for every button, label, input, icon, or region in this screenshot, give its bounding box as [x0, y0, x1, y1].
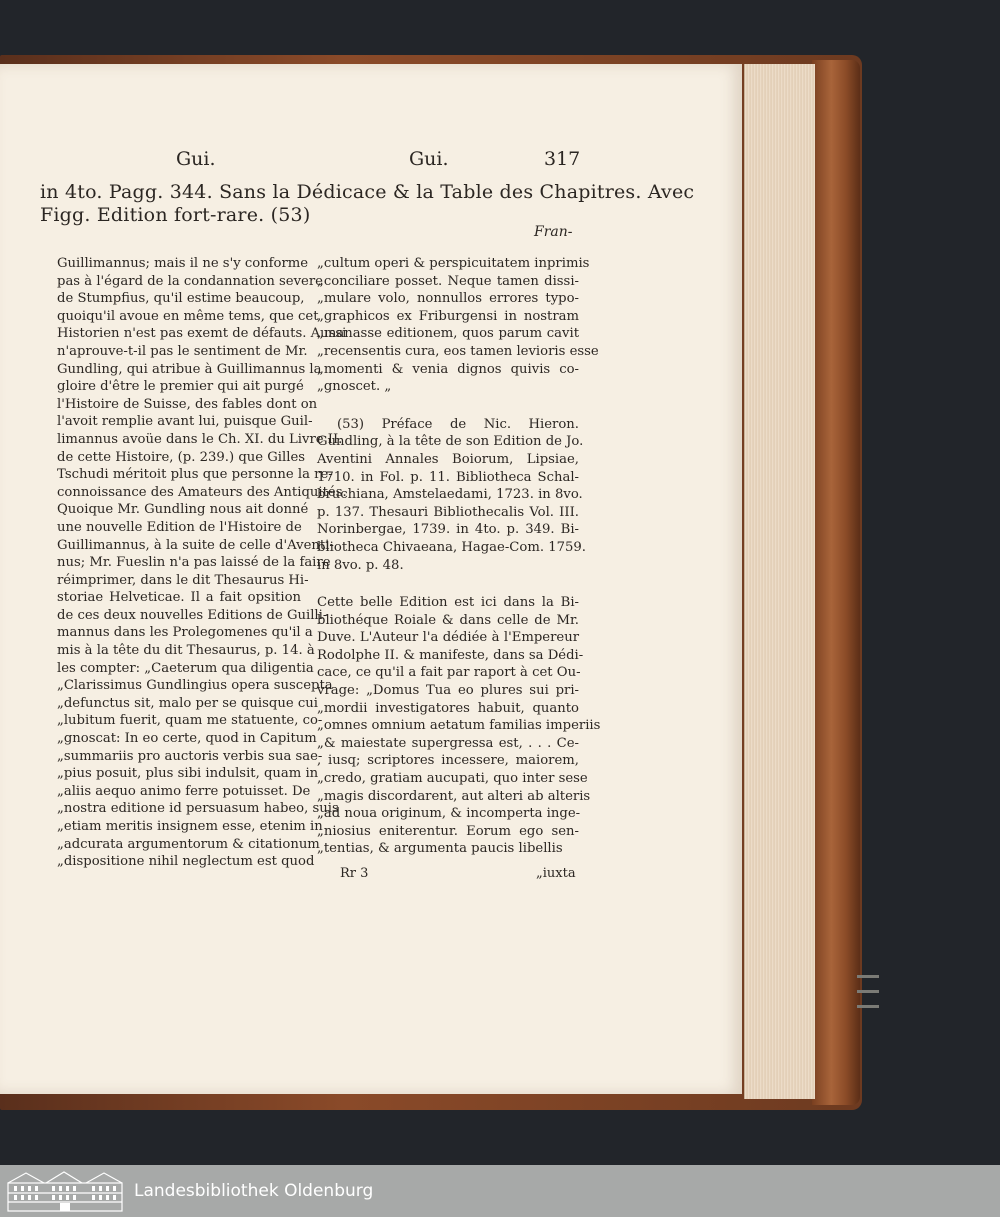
- scale-marks: [857, 975, 879, 1025]
- text-line: , iusq; scriptores incessere, maiorem,: [317, 753, 579, 769]
- text-line: „credo, gratiam aucupati, quo inter sese: [317, 771, 588, 787]
- footnote-line: in 8vo. p. 48.: [317, 557, 404, 573]
- text-line: Guillimannus, à la suite de celle d'Aventi-: [57, 537, 334, 553]
- title-line-1: in 4to. Pagg. 344. Sans la Dédicace & la Table des Chapitres. Avec: [40, 181, 695, 203]
- text-line: „defunctus sit, malo per se quisque cui: [57, 695, 318, 711]
- text-line: „gnoscat: In eo certe, quod in Capitum: [57, 731, 317, 747]
- quote-line: „mulare volo, nonnullos errores typo-: [317, 291, 579, 307]
- footnote-line: (53) Préface de Nic. Hieron.: [337, 416, 579, 432]
- footnote-line: Norinbergae, 1739. in 4to. p. 349. Bi-: [317, 522, 579, 538]
- text-line: Cette belle Edition est ici dans la Bi-: [317, 595, 579, 611]
- text-line: Duve. L'Auteur l'a dédiée à l'Empereur: [317, 630, 579, 646]
- text-line: bliothéque Roiale & dans celle de Mr.: [317, 612, 579, 628]
- quote-line: „graphicos ex Friburgensi in nostram: [317, 308, 579, 324]
- text-line: storiae Helveticae. Il a fait opsition: [57, 590, 301, 606]
- text-line: „adcurata argumentorum & citationum: [57, 836, 320, 852]
- text-line: „nostra editione id persuasum habeo, suis: [57, 801, 339, 817]
- text-line: Historien n'est pas exemt de défauts. Aussi: [57, 326, 347, 342]
- text-line: l'avoit remplie avant lui, puisque Guil-: [57, 414, 313, 430]
- text-line: n'aprouve-t-il pas le sentiment de Mr.: [57, 343, 308, 359]
- quote-line: „cultum operi & perspicuitatem inprimis: [317, 256, 590, 271]
- text-line: „lubitum fuerit, quam me statuente, co-: [57, 713, 323, 729]
- paragraph-gap: [317, 396, 579, 416]
- running-head-center: Gui.: [409, 148, 449, 170]
- text-line: „mordii investigatores habuit, quanto: [317, 700, 579, 716]
- footnote-line: Gundling, à la tête de son Edition de Jo.: [317, 434, 584, 450]
- text-line: de Stumpfius, qu'il estime beaucoup,: [57, 291, 305, 307]
- left-column: [57, 255, 347, 871]
- text-line: quoiqu'il avoue en même tems, que cet: [57, 308, 319, 324]
- text-line: vrage: „Domus Tua eo plures sui pri-: [317, 683, 579, 699]
- text-line: de cette Histoire, (p. 239.) que Gilles: [57, 449, 306, 465]
- quote-line: „recensentis cura, eos tamen levioris esse: [317, 343, 599, 359]
- text-line: Gundling, qui atribue à Guillimannus la: [57, 361, 322, 377]
- text-line: „magis discordarent, aut alteri ab alteris: [317, 788, 591, 804]
- text-line: pas à l'égard de la condannation severe: [57, 273, 323, 289]
- text-line: limannus avoüe dans le Ch. XI. du Livre II.: [57, 431, 343, 447]
- text-line: nus; Mr. Fueslin n'a pas laissé de la faire: [57, 555, 331, 571]
- text-line: les compter: „Caeterum qua diligentia: [57, 660, 314, 676]
- text-line: „omnes omnium aetatum familias imperiis: [317, 718, 601, 734]
- text-line: „tentias, & argumenta paucis libellis: [317, 841, 563, 857]
- paragraph-gap: [317, 574, 579, 594]
- text-line: „ad noua originum, & incomperta inge-: [317, 806, 581, 822]
- text-line: mannus dans les Prolegomenes qu'il a: [57, 625, 313, 641]
- text-line: mis à la tête du dit Thesaurus, p. 14. à: [57, 643, 315, 659]
- catchword-top: Fran-: [534, 224, 573, 240]
- quote-line: „manasse editionem, quos parum cavit: [317, 326, 579, 342]
- text-line: Tschudi méritoit plus que personne la re-: [57, 467, 333, 483]
- quote-line: „gnoscet. „: [317, 379, 392, 395]
- right-column: [317, 255, 601, 858]
- text-line: Guillimannus; mais il ne s'y conforme: [57, 256, 309, 271]
- text-line: une nouvelle Edition de l'Histoire de: [57, 519, 302, 535]
- footnote-line: 1710. in Fol. p. 11. Bibliotheca Schal-: [317, 469, 579, 485]
- text-line: „Clarissimus Gundlingius opera suscepta: [57, 678, 333, 694]
- title-line-2: Figg. Edition fort-rare. (53): [40, 204, 311, 226]
- quote-line: „conciliare posset. Neque tamen dissi-: [317, 273, 579, 289]
- text-line: Quoique Mr. Gundling nous ait donné: [57, 502, 309, 518]
- footnote-line: p. 137. Thesauri Bibliothecalis Vol. III.: [317, 504, 579, 520]
- text-line: cace, ce qu'il a fait par raport à cet Ou-: [317, 665, 581, 681]
- text-line: l'Histoire de Suisse, des fables dont on: [57, 396, 318, 412]
- text-line: connoissance des Amateurs des Antiquités.: [57, 484, 347, 500]
- book-cover-edge: [812, 60, 860, 1105]
- text-line: „pius posuit, plus sibi indulsit, quam in: [57, 766, 319, 782]
- text-line: „& maiestate supergressa est, . . . Ce-: [317, 735, 579, 751]
- footnote-line: bliotheca Chivaeana, Hagae-Com. 1759.: [317, 539, 586, 555]
- text-line: „summariis pro auctoris verbis sua sae-: [57, 748, 323, 764]
- page-number: 317: [544, 148, 581, 170]
- text-line: Rodolphe II. & manifeste, dans sa Dédi-: [317, 647, 584, 663]
- quote-line: „momenti & venia dignos quivis co-: [317, 361, 579, 377]
- page-edges: [744, 64, 815, 1099]
- library-name: Landesbibliothek Oldenburg: [134, 1181, 374, 1201]
- text-line: „aliis aequo animo ferre potuisset. De: [57, 783, 311, 799]
- footnote-line: bruchiana, Amstelaedami, 1723. in 8vo.: [317, 487, 583, 503]
- library-building-logo: [6, 1169, 124, 1213]
- text-line: de ces deux nouvelles Editions de Guilli-: [57, 607, 328, 623]
- text-line: „etiam meritis insignem esse, etenim in: [57, 819, 323, 834]
- catchword-bottom: „iuxta: [536, 866, 576, 881]
- text-line: gloire d'être le premier qui ait purgé: [57, 379, 304, 395]
- footer-bar: [0, 1165, 1000, 1217]
- signature-mark: Rr 3: [340, 866, 369, 881]
- running-head-left: Gui.: [176, 148, 216, 170]
- text-line: „niosius eniterentur. Eorum ego sen-: [317, 823, 579, 839]
- footnote-line: Aventini Annales Boiorum, Lipsiae,: [317, 451, 579, 467]
- text-line: réimprimer, dans le dit Thesaurus Hi-: [57, 572, 309, 588]
- text-line: „dispositione nihil neglectum est quod: [57, 854, 315, 870]
